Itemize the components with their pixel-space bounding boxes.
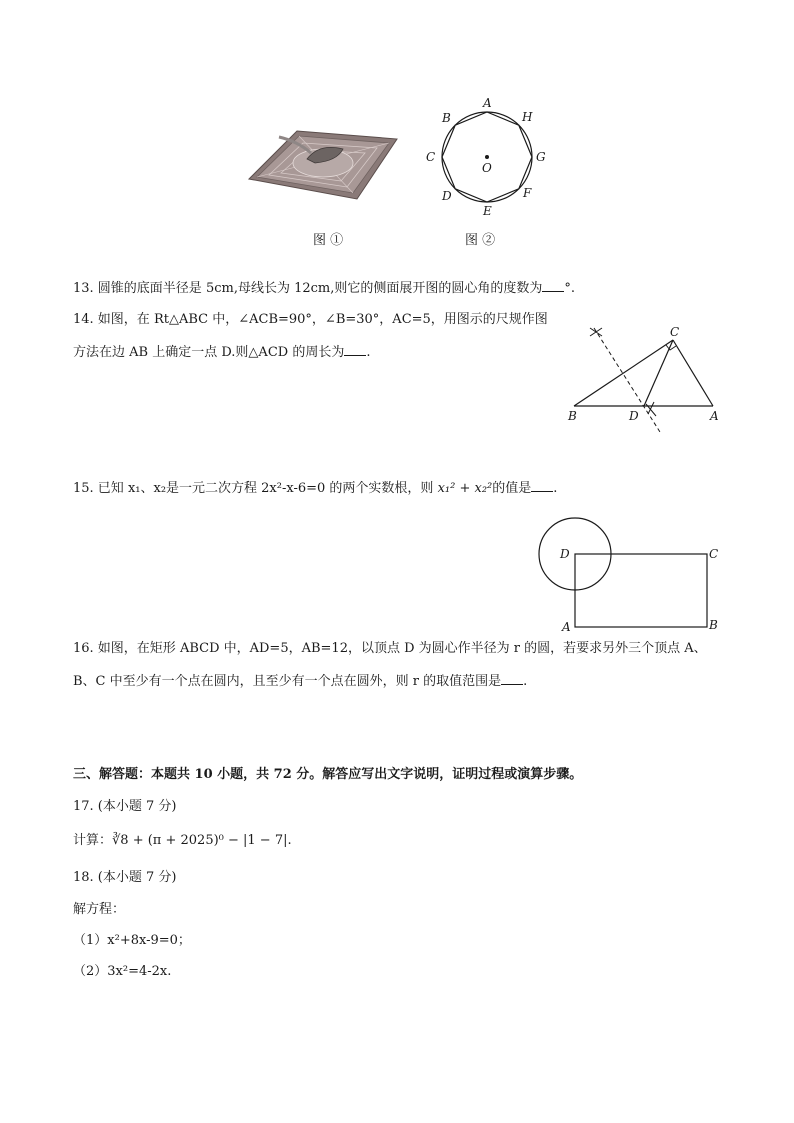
question-17-prompt: 计算： xyxy=(73,833,113,848)
rectangle-circle-figure xyxy=(530,516,730,636)
question-17-expression: ∛8 + (π + 2025)⁰ − |1 − 7|. xyxy=(112,833,292,848)
question-15 xyxy=(73,479,557,498)
figure-1-image xyxy=(245,123,400,201)
question-14-line-1: 14. 如图，在 Rt△ABC 中，∠ACB=90°，∠B=30°，AC=5，用图示的尺规作图 xyxy=(73,312,548,327)
octagon-label-c: C xyxy=(426,150,436,164)
question-15-text: 15. 已知 x₁、x₂是一元二次方程 2x²-x-6=0 的两个实数根，则 xyxy=(73,481,434,496)
octagon-label-f: F xyxy=(523,186,532,200)
question-13-tail: °. xyxy=(564,281,576,296)
question-16-line-2 xyxy=(73,672,527,691)
rect-label-d: D xyxy=(560,547,570,561)
octagon-label-a: A xyxy=(483,96,492,110)
octagon-label-d: D xyxy=(442,189,452,203)
question-16-tail: . xyxy=(523,674,528,689)
octagon-label-g: G xyxy=(536,150,546,164)
rect-label-a: A xyxy=(562,620,571,634)
question-14-text: 方法在边 AB 上确定一点 D.则△ACD 的周长为 xyxy=(73,345,345,360)
question-18-part-1: （1）x²+8x-9=0； xyxy=(73,933,191,948)
figure-2-caption: 图 ② xyxy=(465,233,496,248)
question-14-line-2 xyxy=(73,343,370,362)
octagon-label-e: E xyxy=(483,204,492,218)
answer-blank-13[interactable] xyxy=(542,279,564,292)
figure-2-octagon xyxy=(420,92,554,220)
octagon-label-center: O xyxy=(482,161,492,175)
answer-blank-15[interactable] xyxy=(531,479,553,492)
octagon-label-b: B xyxy=(442,111,451,125)
rect-label-c: C xyxy=(709,547,719,561)
question-17-body xyxy=(73,832,292,850)
triangle-label-a: A xyxy=(710,409,719,423)
question-16-line-1: 16. 如图，在矩形 ABCD 中，AD=5，AB=12，以顶点 D 为圆心作半径为 r 的圆，若要求另外三个顶点 A、 xyxy=(73,641,707,656)
triangle-label-d: D xyxy=(629,409,639,423)
question-18-prompt: 解方程： xyxy=(73,902,126,917)
figure-1-caption: 图 ① xyxy=(313,233,344,248)
answer-blank-16[interactable] xyxy=(501,672,523,685)
question-15-text-after: 的值是 xyxy=(492,481,532,496)
question-17-title: 17. (本小题 7 分) xyxy=(73,799,177,814)
question-13-text: 13. 圆锥的底面半径是 5cm,母线长为 12cm,则它的侧面展开图的圆心角的度数为 xyxy=(73,281,543,296)
question-15-tail: . xyxy=(553,481,558,496)
answer-blank-14[interactable] xyxy=(344,343,366,356)
rect-label-b: B xyxy=(709,618,718,632)
triangle-label-c: C xyxy=(670,325,680,339)
question-14-tail: . xyxy=(366,345,371,360)
octagon-label-h: H xyxy=(522,110,533,124)
question-15-expression: x₁² + x₂² xyxy=(437,481,493,496)
section-3-heading: 三、解答题：本题共 10 小题，共 72 分。解答应写出文字说明，证明过程或演算步骤。 xyxy=(73,767,583,782)
triangle-label-b: B xyxy=(568,409,577,423)
question-13 xyxy=(73,279,575,298)
question-18-part-2: （2）3x²=4-2x. xyxy=(73,964,172,979)
triangle-construction-figure xyxy=(560,320,730,438)
question-18-title: 18. (本小题 7 分) xyxy=(73,870,177,885)
question-16-text: B、C 中至少有一个点在圆内，且至少有一个点在圆外，则 r 的取值范围是 xyxy=(73,674,502,689)
